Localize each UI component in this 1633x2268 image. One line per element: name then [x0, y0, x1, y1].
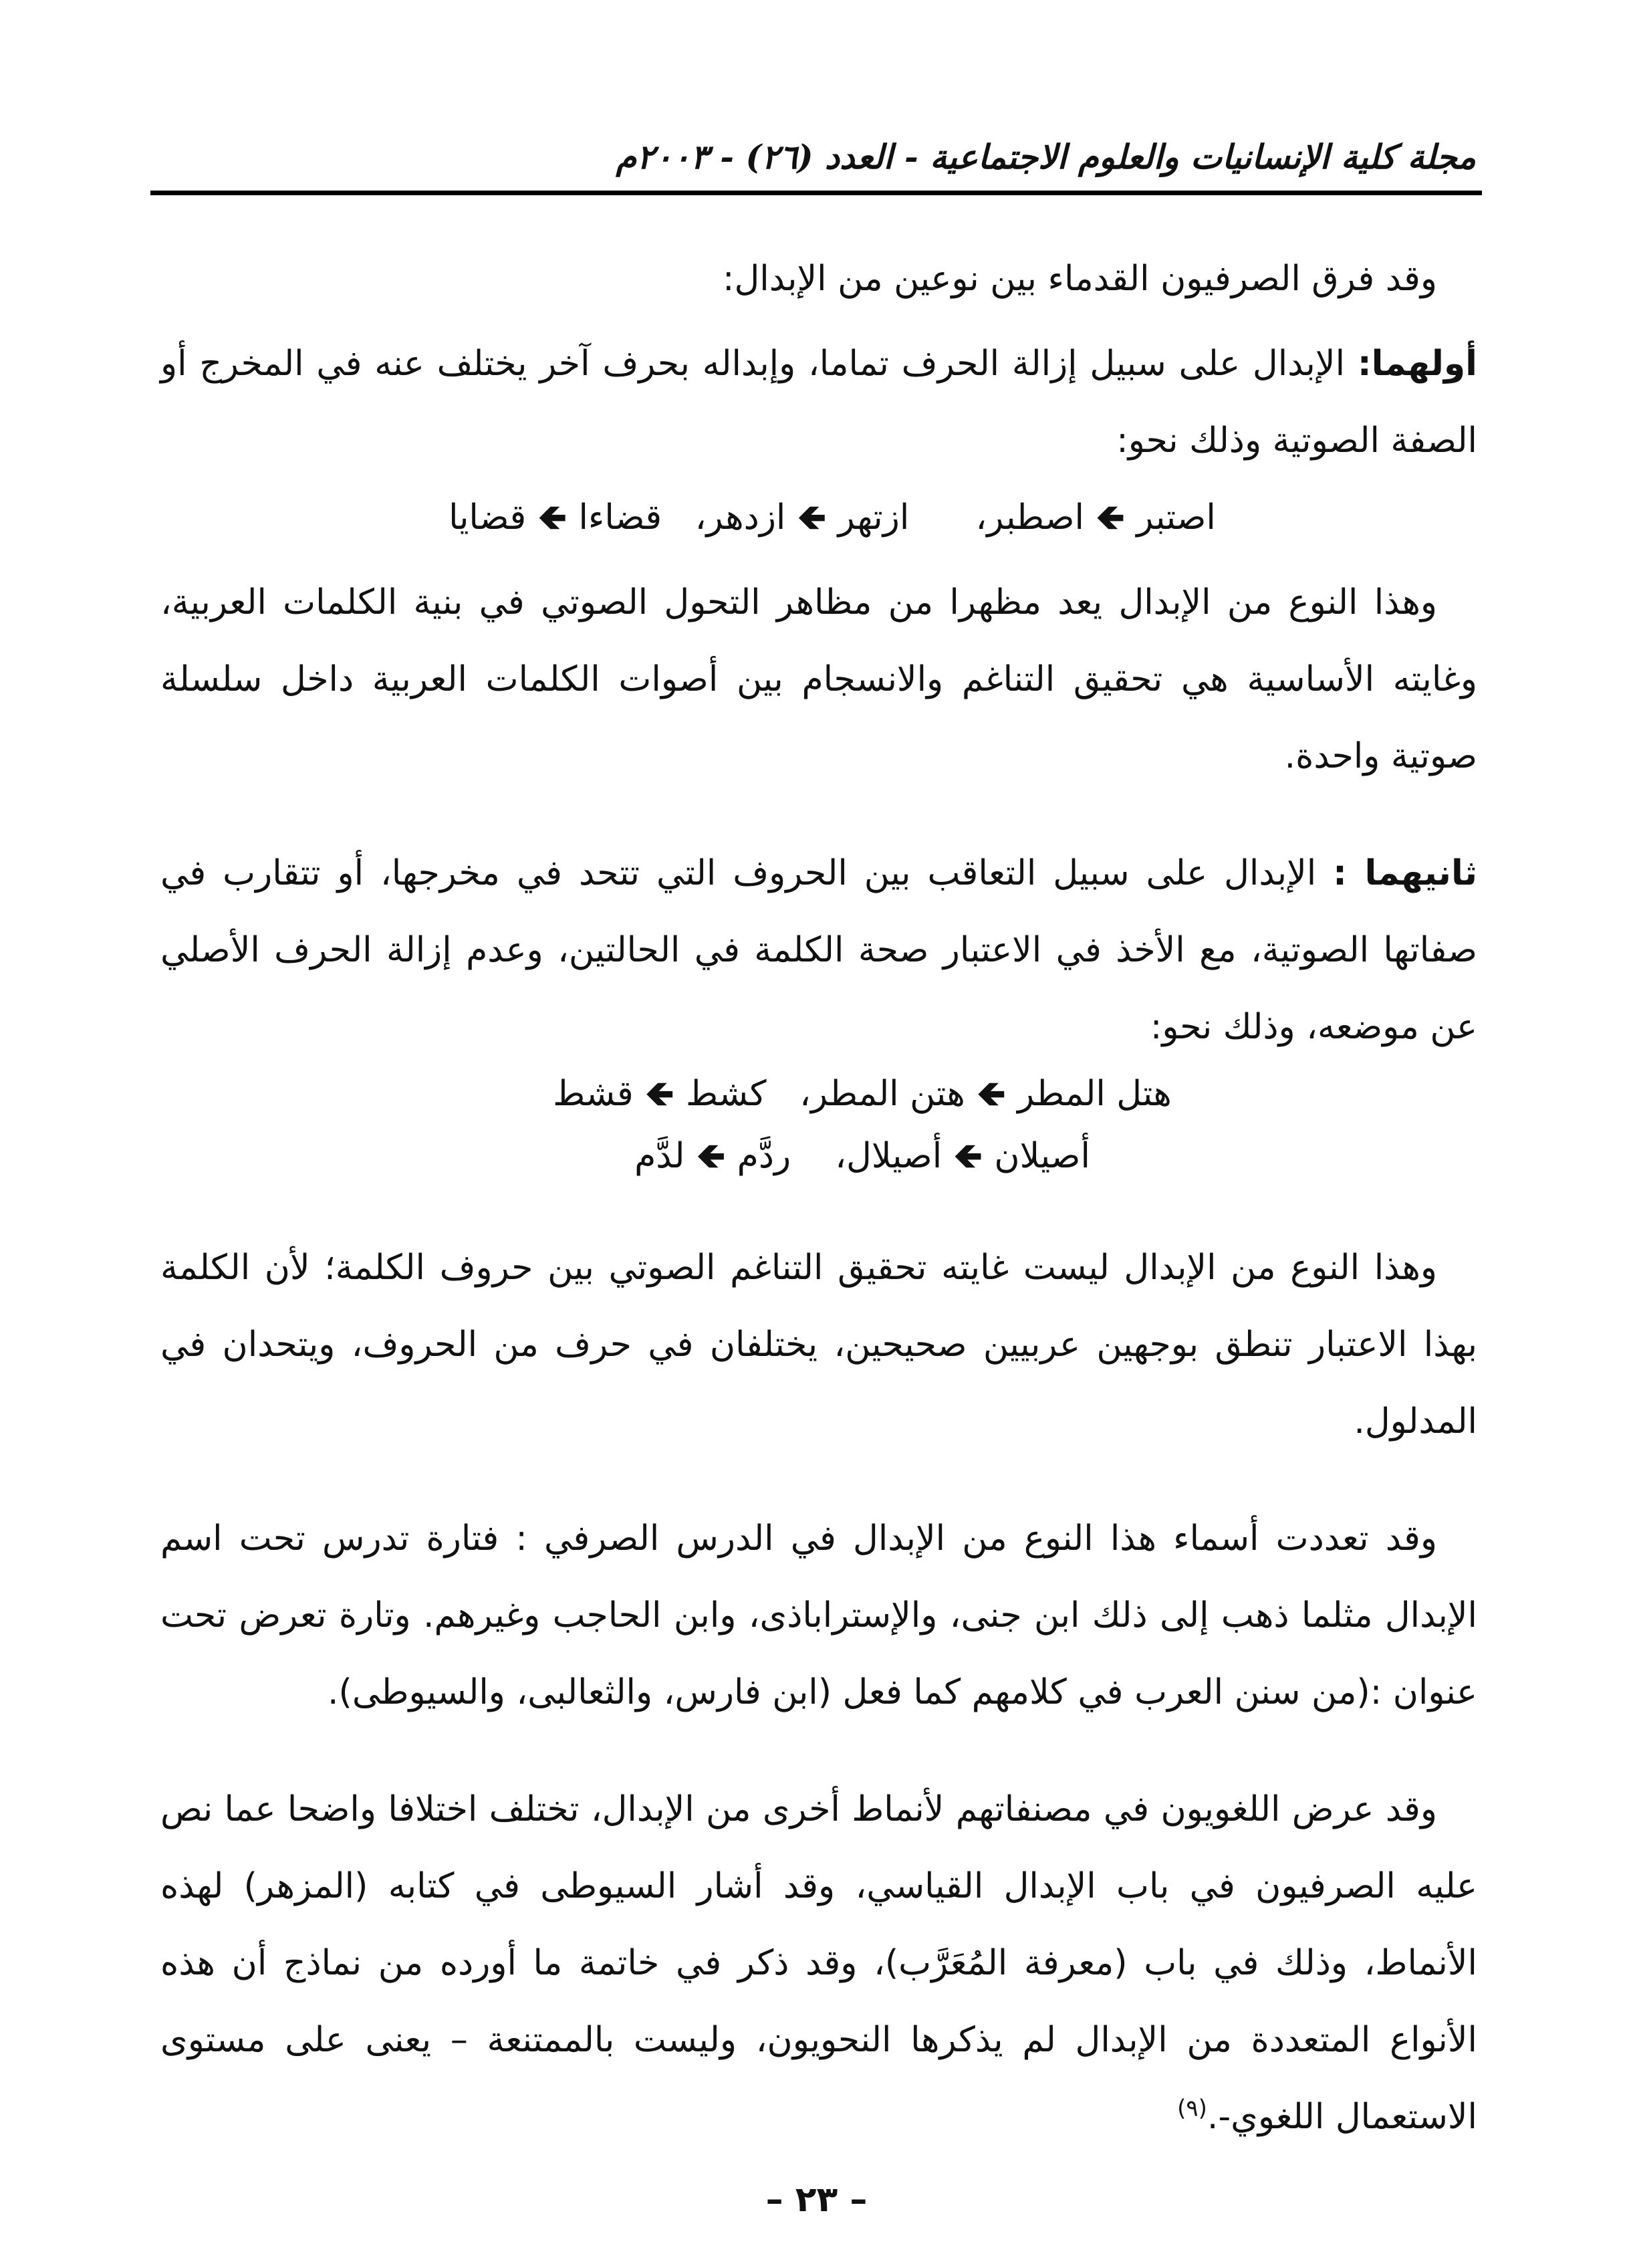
- second-type-example-2: [160, 1123, 1477, 1189]
- example-word: ازدهر،: [695, 497, 786, 538]
- second-type-label: ثانيهما :: [1333, 853, 1478, 893]
- second-type-paragraph: [160, 835, 1477, 1066]
- example-word: أصيلان: [994, 1136, 1090, 1176]
- arrow-left-icon: 🡸: [645, 1074, 674, 1114]
- arrow-left-icon: 🡸: [697, 1136, 725, 1176]
- names-paragraph: وقد تعددت أسماء هذا النوع من الإبدال في الدرس الصرفي : فتارة تدرس تحت اسم الإبدال مثلما ذهب إلى ذلك ابن جنى، والإستراباذى، وابن الحاجب وغيرهم. وتارة تعرض تحت عنوان :(من سنن العرب في كلامهم كما فعل (ابن فارس، والثعالبى، والسيوطى).: [160, 1518, 1477, 1712]
- arrow-left-icon: 🡸: [1096, 497, 1125, 538]
- arrow-left-icon: 🡸: [538, 497, 567, 538]
- second-type-example-1: [160, 1066, 1477, 1123]
- example-word: قشط: [553, 1074, 634, 1114]
- first-type-text: الإبدال على سبيل إزالة الحرف تماما، وإبداله بحرف آخر يختلف عنه في المخرج أو الصفة الصوتية وذلك نحو:: [160, 344, 1477, 461]
- first-type-commentary: وهذا النوع من الإبدال يعد مظهرا من مظاهر التحول الصوتي في بنية الكلمات العربية، وغايته الأساسية هي تحقيق التناغم والانسجام بين أصوات الكلمات العربية داخل سلسلة صوتية واحدة.: [160, 582, 1477, 776]
- header-divider: [150, 191, 1482, 195]
- arrow-left-icon: 🡸: [954, 1136, 983, 1176]
- second-type-commentary: وهذا النوع من الإبدال ليست غايته تحقيق التناغم الصوتي بين حروف الكلمة؛ لأن الكلمة بهذا الاعتبار تنطق بوجهين عربيين صحيحين، يختلفان في حرف من الحروف، ويتحدان في المدلول.: [160, 1248, 1477, 1442]
- arrow-left-icon: 🡸: [977, 1074, 1006, 1114]
- second-type-text: الإبدال على سبيل التعاقب بين الحروف التي تتحد في مخرجها، أو تتقارب في صفاتها الصوتية، مع الأخذ في الاعتبار صحة الكلمة في الحالتين، وعدم إزالة الحرف الأصلي عن موضعه، وذلك نحو:: [160, 853, 1477, 1047]
- example-word: اصتبر: [1136, 497, 1216, 538]
- first-type-example: [160, 479, 1477, 556]
- example-word: اصطبر،: [975, 497, 1084, 538]
- example-word: قضايا: [449, 497, 527, 538]
- example-word: هتن المطر،: [799, 1074, 965, 1114]
- example-word: ردَّم: [737, 1136, 791, 1176]
- example-word: كشط: [686, 1074, 767, 1114]
- example-word: أصيلال،: [835, 1136, 943, 1176]
- lexicographers-text: وقد عرض اللغويون في مصنفاتهم لأنماط أخرى من الإبدال، تختلف اختلافا واضحا عما نص عليه الصرفيون في باب الإبدال القياسي، وقد أشار السيوطى في كتابه (المزهر) لهذه الأنماط، وذلك في باب (معرفة المُعَرَّب)، وقد ذكر في خاتمة ما أورده من نماذج أن هذه الأنواع المتعددة من الإبدال لم يذكرها النحويون، وليست بالممتنعة – يعنى على مستوى الاستعمال اللغوي-.: [160, 1789, 1477, 2137]
- first-type-paragraph: [160, 326, 1477, 479]
- example-word: لدَّم: [634, 1136, 685, 1176]
- first-type-label: أولهما:: [1357, 344, 1477, 384]
- intro-paragraph: وقد فرق الصرفيون القدماء بين نوعين من الإبدال:: [722, 259, 1437, 299]
- example-word: هتل المطر: [1017, 1074, 1172, 1114]
- footnote-reference[interactable]: (٩): [1177, 2095, 1207, 2122]
- article-body: [160, 241, 1477, 2156]
- example-word: ازتهر: [838, 497, 910, 538]
- page-number: – ٢٣ –: [765, 2180, 868, 2220]
- lexicographers-paragraph: [160, 1771, 1477, 2156]
- example-word: قضاءا: [578, 497, 662, 538]
- arrow-left-icon: 🡸: [797, 497, 826, 538]
- journal-header: مجلة كلية الإنسانيات والعلوم الاجتماعية - العدد (٢٦) - ٢٠٠٣م: [616, 137, 1476, 177]
